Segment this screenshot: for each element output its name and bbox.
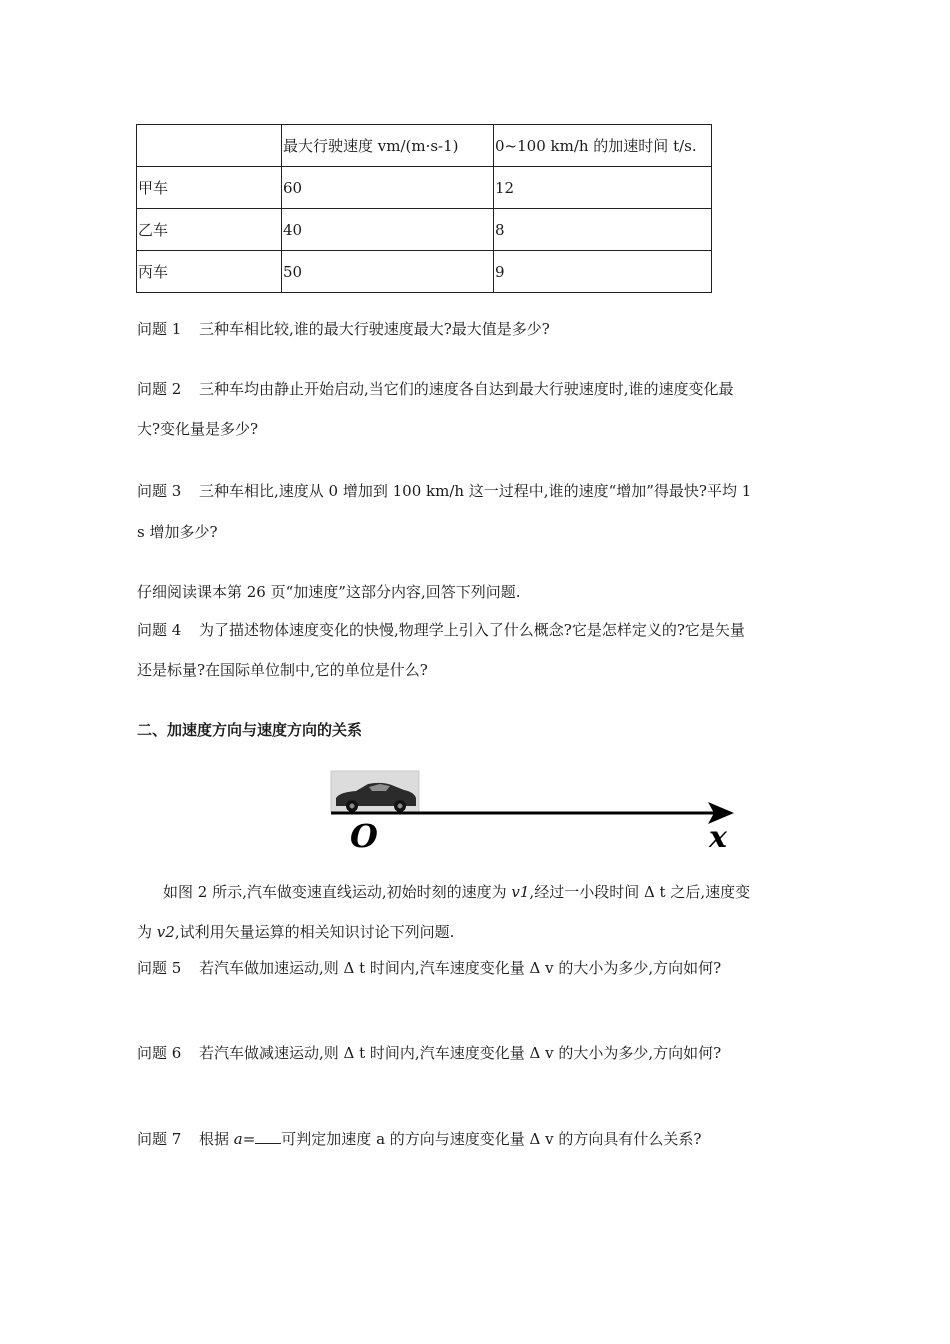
question-text: 可判定加速度 a 的方向与速度变化量 Δ v 的方向具有什么关系? [281,1130,702,1148]
table-header-cell [137,125,282,167]
question-text: 三种车均由静止开始启动,当它们的速度各自达到最大行驶速度时,谁的速度变化最 [199,380,734,398]
section-2-title: 二、加速度方向与速度方向的关系 [137,721,363,739]
table-header-row [137,125,712,167]
question-label: 问题 7 [137,1130,182,1148]
table-header-cell: 0~100 km/h 的加速时间 t/s. [494,125,712,167]
table-cell: 50 [282,251,494,293]
axis-label: x [709,820,727,855]
motion-figure [328,768,748,858]
question-text: 三种车相比较,谁的最大行驶速度最大?最大值是多少? [199,320,550,338]
figure-description [163,882,750,902]
desc-text: 如图 2 所示,汽车做变速直线运动,初始时刻的速度为 [163,883,512,901]
desc-text: 为 [137,923,157,941]
question-text: 根据 [199,1130,234,1148]
question-2-cont: 大?变化量是多少? [137,420,259,438]
question-label: 问题 1 [137,320,182,338]
question-7 [137,1129,701,1149]
question-2 [137,379,734,399]
table-row [137,167,712,209]
question-3-cont: s 增加多少? [137,523,218,541]
origin-label: O [350,817,378,855]
table-header-cell: 最大行驶速度 vm/(m·s-1) [282,125,494,167]
desc-text: ,试利用矢量运算的相关知识讨论下列问题. [174,923,455,941]
v2-symbol: v2 [156,923,175,941]
table-cell: 60 [282,167,494,209]
formula-a: a= [233,1130,256,1148]
question-1 [137,319,550,339]
question-text: 若汽车做加速运动,则 Δ t 时间内,汽车速度变化量 Δ v 的大小为多少,方向如何? [199,959,722,977]
table-cell: 乙车 [137,209,282,251]
table-row [137,251,712,293]
question-label: 问题 6 [137,1044,182,1062]
question-text: 若汽车做减速运动,则 Δ t 时间内,汽车速度变化量 Δ v 的大小为多少,方向如何? [199,1044,722,1062]
table-cell: 丙车 [137,251,282,293]
question-6 [137,1043,721,1063]
table-cell: 9 [494,251,712,293]
table-cell: 甲车 [137,167,282,209]
question-label: 问题 5 [137,959,182,977]
question-5 [137,958,721,978]
question-label: 问题 3 [137,482,182,500]
question-label: 问题 4 [137,621,182,639]
question-text: 三种车相比,速度从 0 增加到 100 km/h 这一过程中,谁的速度“增加”得最快?平均 1 [199,482,752,500]
car-comparison-table [136,124,712,293]
desc-text: ,经过一小段时间 Δ t 之后,速度变 [529,883,751,901]
table-row [137,209,712,251]
table-cell: 8 [494,209,712,251]
car-image [331,771,419,812]
question-3 [137,481,751,501]
v1-symbol: v1 [511,883,530,901]
figure-description-cont [137,922,454,942]
question-4-cont: 还是标量?在国际单位制中,它的单位是什么? [137,661,428,679]
table-cell: 40 [282,209,494,251]
formula-blank [255,1129,281,1144]
question-4 [137,620,745,640]
question-text: 为了描述物体速度变化的快慢,物理学上引入了什么概念?它是怎样定义的?它是矢量 [199,621,745,639]
reading-instruction: 仔细阅读课本第 26 页“加速度”这部分内容,回答下列问题. [137,583,521,601]
table-cell: 12 [494,167,712,209]
question-label: 问题 2 [137,380,182,398]
